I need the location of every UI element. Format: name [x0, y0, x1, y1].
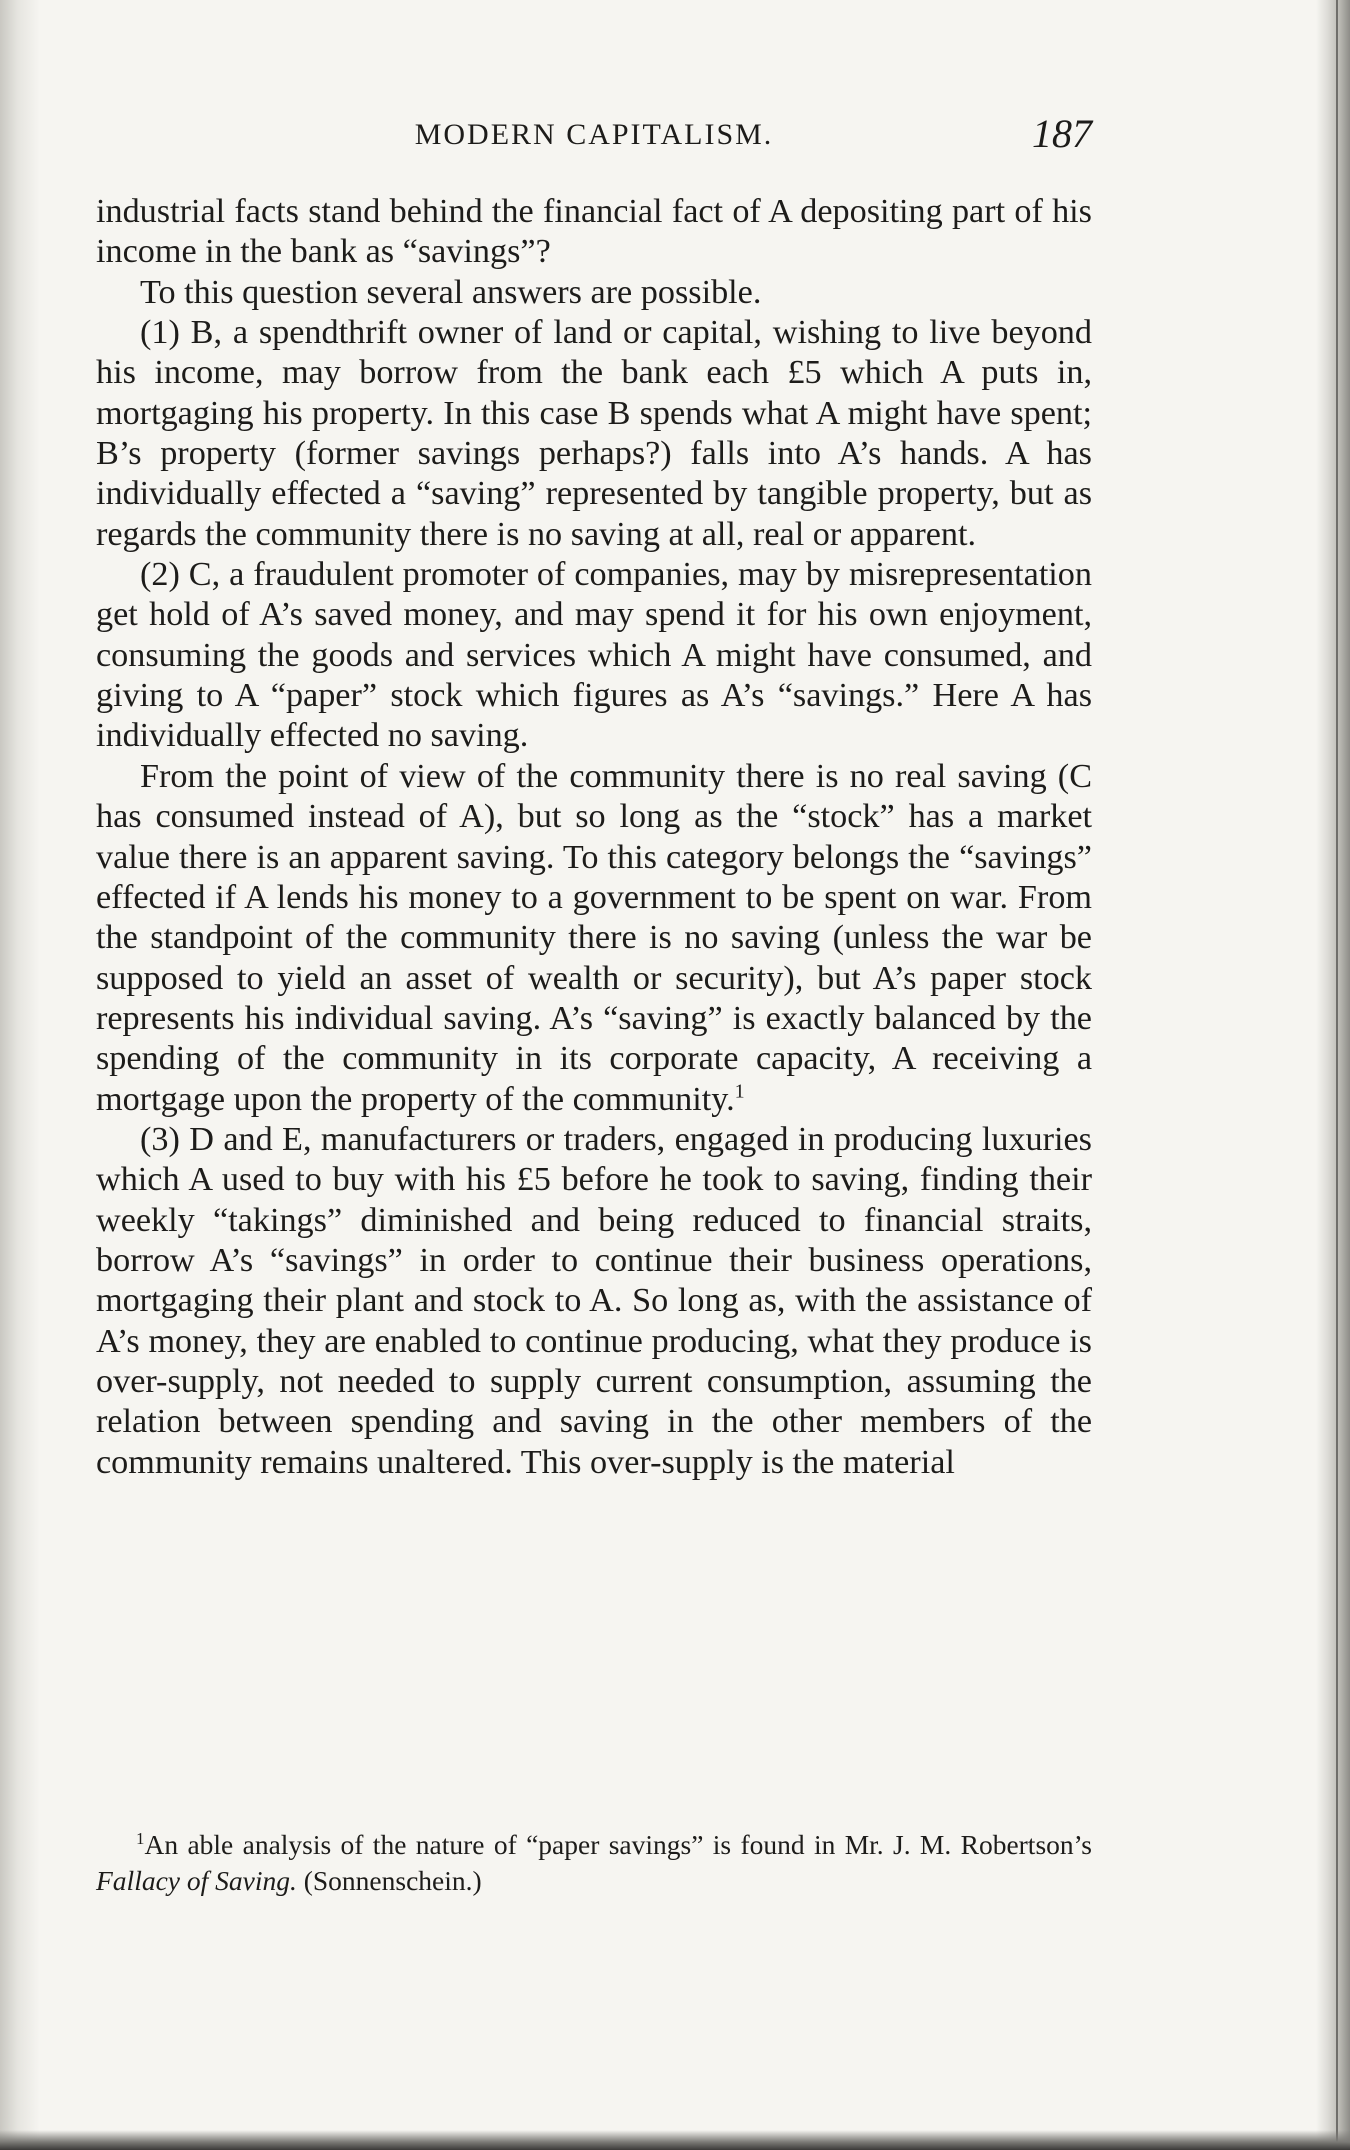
footnote-mark: 1: [136, 1828, 145, 1848]
paragraph-case-3: (3) D and E, manufacturers or traders, engaged in producing luxuries which A used to buy with his £5 before he took to saving, finding their weekly “takings” diminished and being reduced to financial straits, borrow A’s “savings” in order to continue their business operations, mortgaging their plant and stock to A. So long as, with the assistance of A’s money, they are enabled to continue producing, what they produce is over-supply, not needed to supply current consumption, assuming the relation between spending and saving in the other members of the community remains unaltered. This over-supply is the material: [96, 1120, 1092, 1481]
paragraph-case-1: (1) B, a spendthrift owner of land or capital, wishing to live beyond his income, may borrow from the bank each £5 which A puts in, mortgaging his property. In this case B spends what A might have spent; B’s property (former savings perhaps?) falls into A’s hands. A has individually effected a “saving” represented by tangible property, but as regards the community there is no saving at all, real or apparent.: [96, 314, 1092, 553]
footnote-text-before: An able analysis of the nature of “paper savings” is found in Mr. J. M. Robertson’s: [144, 1829, 1092, 1860]
paragraph-continuation: industrial facts stand behind the financial fact of A depositing part of his income in the bank as “savings”?: [96, 193, 1092, 271]
paragraph-question: To this question several answers are possible.: [140, 273, 762, 311]
page-header: [96, 110, 1092, 160]
scan-binding-line: [1336, 0, 1338, 2150]
paragraph-case-2: (2) C, a fraudulent promoter of companies, may by misrepresentation get hold of A’s saved money, and may spend it for his own enjoyment, consuming the goods and services which A might have consumed, and giving to A “paper” stock which figures as A’s “savings.” Here A has individually effected no saving.: [96, 556, 1092, 755]
footnote-text: [96, 1827, 1092, 1899]
footnote-reference[interactable]: 1: [734, 1080, 745, 1103]
page-number: 187: [1032, 111, 1092, 156]
running-head: MODERN CAPITALISM.: [414, 118, 774, 151]
footnote: [96, 1827, 1092, 1899]
paragraph-community-view-text: From the point of view of the community there is no real saving (C has consumed instead of A), but so long as the “stock” has a market value there is an apparent saving. To this category belongs the “savings” effected if A lends his money to a government to be spent on war. From the standpoint of the community there is no saving (unless the war be supposed to yield an asset of wealth or security), but A’s paper stock represents his individual saving. A’s “saving” is exactly balanced by the spending of the community in its corporate capacity, A receiving a mortgage upon the property of the community.: [96, 757, 1092, 1118]
footnote-book-title: Fallacy of Saving.: [96, 1865, 297, 1896]
paragraph-community-view: [96, 757, 1092, 1120]
footnote-text-after: (Sonnenschein.): [296, 1865, 482, 1896]
scan-edge-left: [0, 0, 40, 2150]
main-text: [96, 192, 1092, 1483]
scan-edge-right: [1316, 0, 1350, 2150]
scan-edge-bottom: [0, 2130, 1350, 2150]
